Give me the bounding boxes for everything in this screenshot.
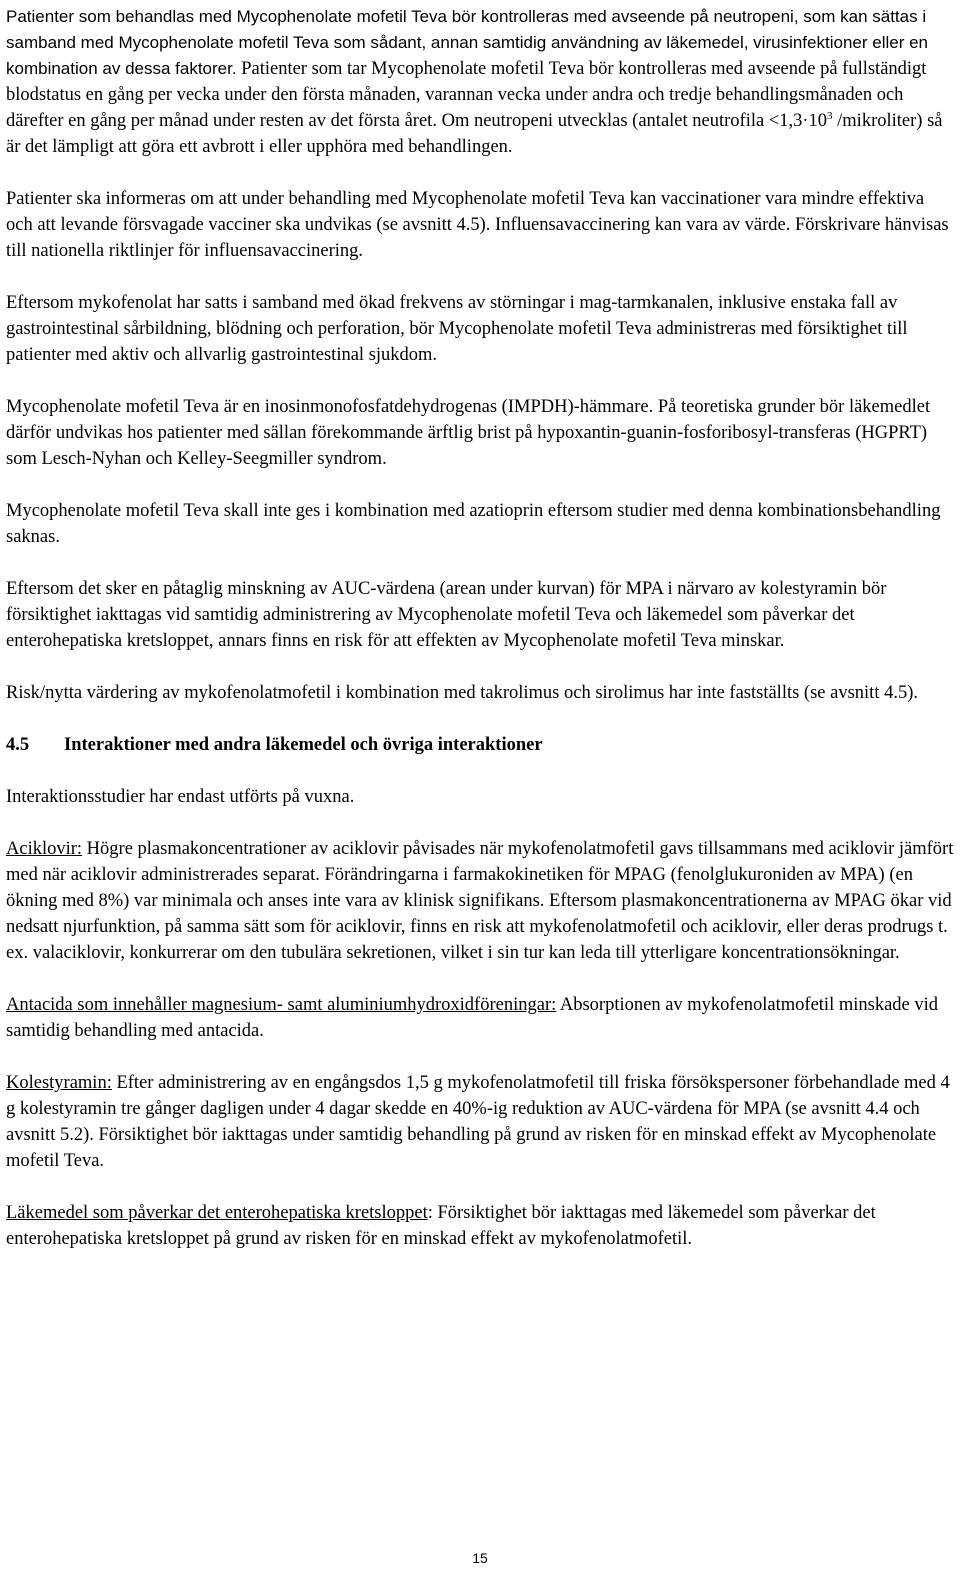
neutropenia-action: /mikroliter) så är det lämpligt att göra ett avbrott i eller upphöra med behandlingen. [6,111,943,157]
neutropenia-intro: Patienter som behandlas med Mycophenolate mofetil Teva bör kontrolleras med avseende på neutropeni, som kan sättas i samband med Mycophenolate mofetil Teva som sådant, annan samtidig användning av läkemedel, virusinfektioner eller en kombination av dessa faktorer. [6,7,928,78]
section-number: 4.5 [6,735,30,755]
paragraph-enterohepatic [6,1200,954,1252]
enterohepatic-text: : Försiktighet bör iakttagas med läkemedel som påverkar det enterohepatiska kretsloppet på grund av risken för en minskad effekt av mykofenolatmofetil. [6,1203,876,1249]
neutropenia-monitoring: Patienter som tar Mycophenolate mofetil Teva bör kontrolleras med avseende på fullständigt blodstatus en gång per vecka under den första månaden, varannan vecka under andra och tredje behandlingsmånaden och därefter en gång per månad under resten av det första året. [6,59,927,131]
aciklovir-text: Högre plasmakoncentrationer av aciklovir påvisades när mykofenolatmofetil gavs tillsammans med aciklovir jämfört med när aciklovir administrerades separat. Förändringarna i farmakokinetiken för MPAG (fenolglukuroniden av MPA) (en ökning med 8%) var minimala och anses inte vara av klinisk signifikans. Eftersom plasmakoncentrationerna av MPAG ökar vid nedsatt njurfunktion, på samma sätt som för aciklovir, finns en risk att mykofenolatmofetil och aciklovir, eller deras prodrugs t. ex. valaciklovir, konkurrerar om den tubulära sekretionen, vilket i sin tur kan leda till ytterligare koncentrationsökningar. [6,839,954,963]
enterohepatic-label: Läkemedel som påverkar det enterohepatiska kretsloppet [6,1203,428,1223]
paragraph-kolestyramin [6,1070,954,1174]
kolestyramin-label: Kolestyramin: [6,1073,112,1093]
paragraph-antacida [6,992,954,1044]
paragraph-aciklovir [6,836,954,966]
neutropenia-threshold: Om neutropeni utvecklas (antalet neutrofila <1,3·10 [436,111,828,131]
section-title: Interaktioner med andra läkemedel och övriga interaktioner [64,735,543,755]
paragraph-studies: Interaktionsstudier har endast utförts på vuxna. [6,787,355,807]
paragraph-risk-benefit: Risk/nytta värdering av mykofenolatmofetil i kombination med takrolimus och sirolimus har inte fastställts (se avsnitt 4.5). [6,683,918,703]
paragraph-gastrointestinal: Eftersom mykofenolat har satts i samband med ökad frekvens av störningar i mag-tarmkanalen, inklusive enstaka fall av gastrointestinal sårbildning, blödning och perforation, bör Mycophenolate mofetil Teva administreras med försiktighet till patienter med aktiv och allvarlig gastrointestinal sjukdom. [6,293,908,365]
aciklovir-label: Aciklovir: [6,839,83,859]
paragraph-neutropenia [6,4,954,160]
paragraph-azatioprin: Mycophenolate mofetil Teva skall inte ges i kombination med azatioprin eftersom studier med denna kombinationsbehandling saknas. [6,501,941,547]
page-number: 15 [472,1550,488,1566]
document-page [6,4,954,1278]
antacida-label: Antacida som innehåller magnesium- samt aluminiumhydroxidföreningar: [6,995,557,1015]
paragraph-impdh: Mycophenolate mofetil Teva är en inosinmonofosfatdehydrogenas (IMPDH)-hämmare. På teoretiska grunder bör läkemedlet därför undvikas hos patienter med sällan förekommande ärftlig brist på hypoxantin-guanin-fosforibosyl-transferas (HGPRT) som Lesch-Nyhan och Kelley-Seegmiller syndrom. [6,397,931,469]
kolestyramin-text: Efter administrering av en engångsdos 1,5 g mykofenolatmofetil till friska försökspersoner förbehandlade med 4 g kolestyramin tre gånger dagligen under 4 dagar skedde en 40%-ig reduktion av AUC-värdena för MPA (se avsnitt 4.4 och avsnitt 5.2). Försiktighet bör iakttagas under samtidig behandling på grund av risken för en minskad effekt av Mycophenolate mofetil Teva. [6,1073,950,1171]
antacida-text: Absorptionen av mykofenolatmofetil minskade vid samtidig behandling med antacida. [6,995,939,1041]
paragraph-auc: Eftersom det sker en påtaglig minskning av AUC-värdena (arean under kurvan) för MPA i närvaro av kolestyramin bör försiktighet iakttagas vid samtidig administrering av Mycophenolate mofetil Teva och läkemedel som påverkar det enterohepatiska kretsloppet, annars finns en risk för att effekten av Mycophenolate mofetil Teva minskar. [6,579,887,651]
exponent: 3 [827,109,833,122]
paragraph-vaccination: Patienter ska informeras om att under behandling med Mycophenolate mofetil Teva kan vaccinationer vara mindre effektiva och att levande försvagade vacciner ska undvikas (se avsnitt 4.5). Influensavaccinering kan vara av värde. Förskrivare hänvisas till nationella riktlinjer för influensavaccinering. [6,189,949,261]
section-heading [6,732,954,758]
